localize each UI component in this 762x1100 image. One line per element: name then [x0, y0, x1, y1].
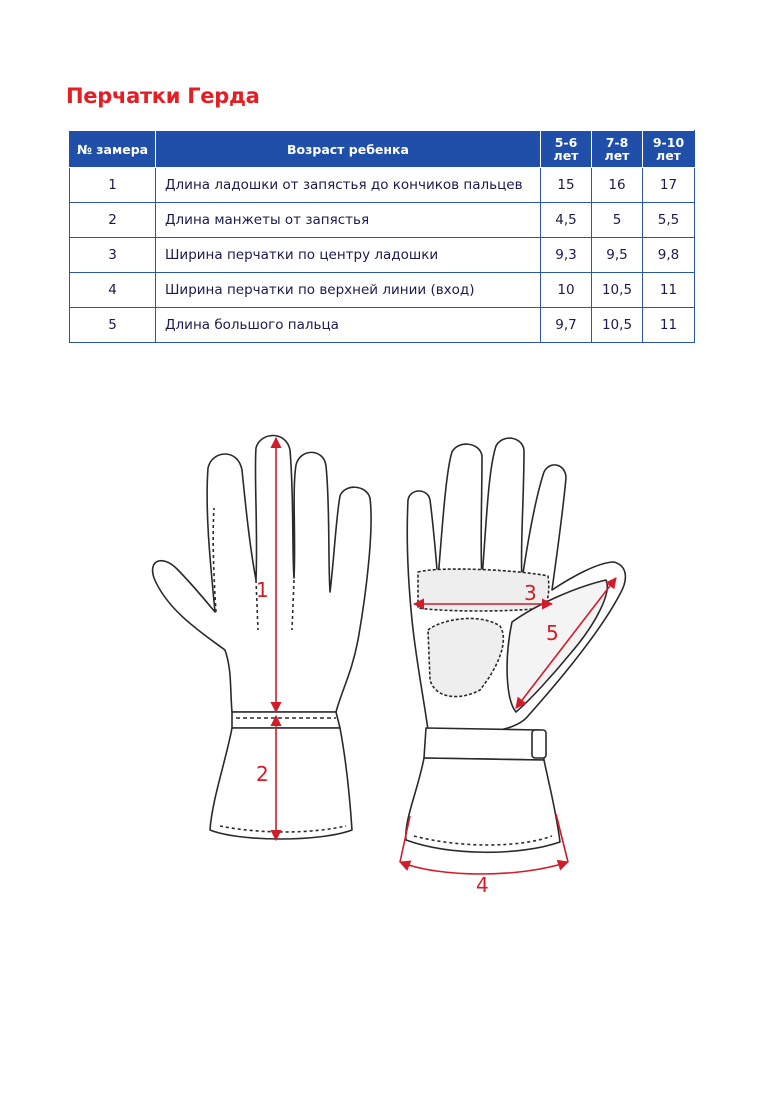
size-table [69, 130, 695, 343]
row-number: 1 [70, 168, 156, 203]
glove-measurement-illustration [0, 400, 762, 920]
table-row [70, 168, 695, 203]
value-7-8: 5 [592, 203, 643, 238]
table-row [70, 238, 695, 273]
table-row [70, 203, 695, 238]
value-7-8: 9,5 [592, 238, 643, 273]
marker-3: 3 [524, 581, 537, 605]
value-5-6: 15 [541, 168, 592, 203]
row-description: Ширина перчатки по верхней линии (вход) [156, 273, 541, 308]
marker-2: 2 [256, 762, 269, 786]
value-9-10: 5,5 [643, 203, 695, 238]
value-9-10: 9,8 [643, 238, 695, 273]
table-row [70, 273, 695, 308]
value-7-8: 10,5 [592, 273, 643, 308]
header-age-5-6 [541, 131, 592, 168]
value-7-8: 16 [592, 168, 643, 203]
table-header-row [70, 131, 695, 168]
glove-palm-view [406, 438, 626, 852]
value-5-6: 9,3 [541, 238, 592, 273]
age-range: 7-8 [605, 135, 629, 150]
value-9-10: 11 [643, 308, 695, 343]
value-9-10: 11 [643, 273, 695, 308]
row-number: 3 [70, 238, 156, 273]
row-description: Длина большого пальца [156, 308, 541, 343]
value-5-6: 9,7 [541, 308, 592, 343]
page-title: Перчатки Герда [66, 84, 260, 108]
row-number: 5 [70, 308, 156, 343]
header-measure: № замера [70, 131, 156, 168]
table-row [70, 308, 695, 343]
value-5-6: 10 [541, 273, 592, 308]
header-age: Возраст ребенка [156, 131, 541, 168]
value-9-10: 17 [643, 168, 695, 203]
header-age-7-8 [592, 131, 643, 168]
row-description: Длина манжеты от запястья [156, 203, 541, 238]
age-unit: лет [656, 148, 681, 163]
age-unit: лет [604, 148, 630, 163]
row-number: 4 [70, 273, 156, 308]
row-number: 2 [70, 203, 156, 238]
age-unit: лет [553, 148, 579, 163]
marker-1: 1 [256, 578, 269, 602]
age-range: 5-6 [554, 135, 578, 150]
marker-4: 4 [476, 873, 489, 897]
header-age-9-10 [643, 131, 695, 168]
age-range: 9-10 [652, 135, 685, 150]
value-7-8: 10,5 [592, 308, 643, 343]
value-5-6: 4,5 [541, 203, 592, 238]
row-description: Ширина перчатки по центру ладошки [156, 238, 541, 273]
row-description: Длина ладошки от запястья до кончиков пальцев [156, 168, 541, 203]
marker-5: 5 [546, 621, 559, 645]
